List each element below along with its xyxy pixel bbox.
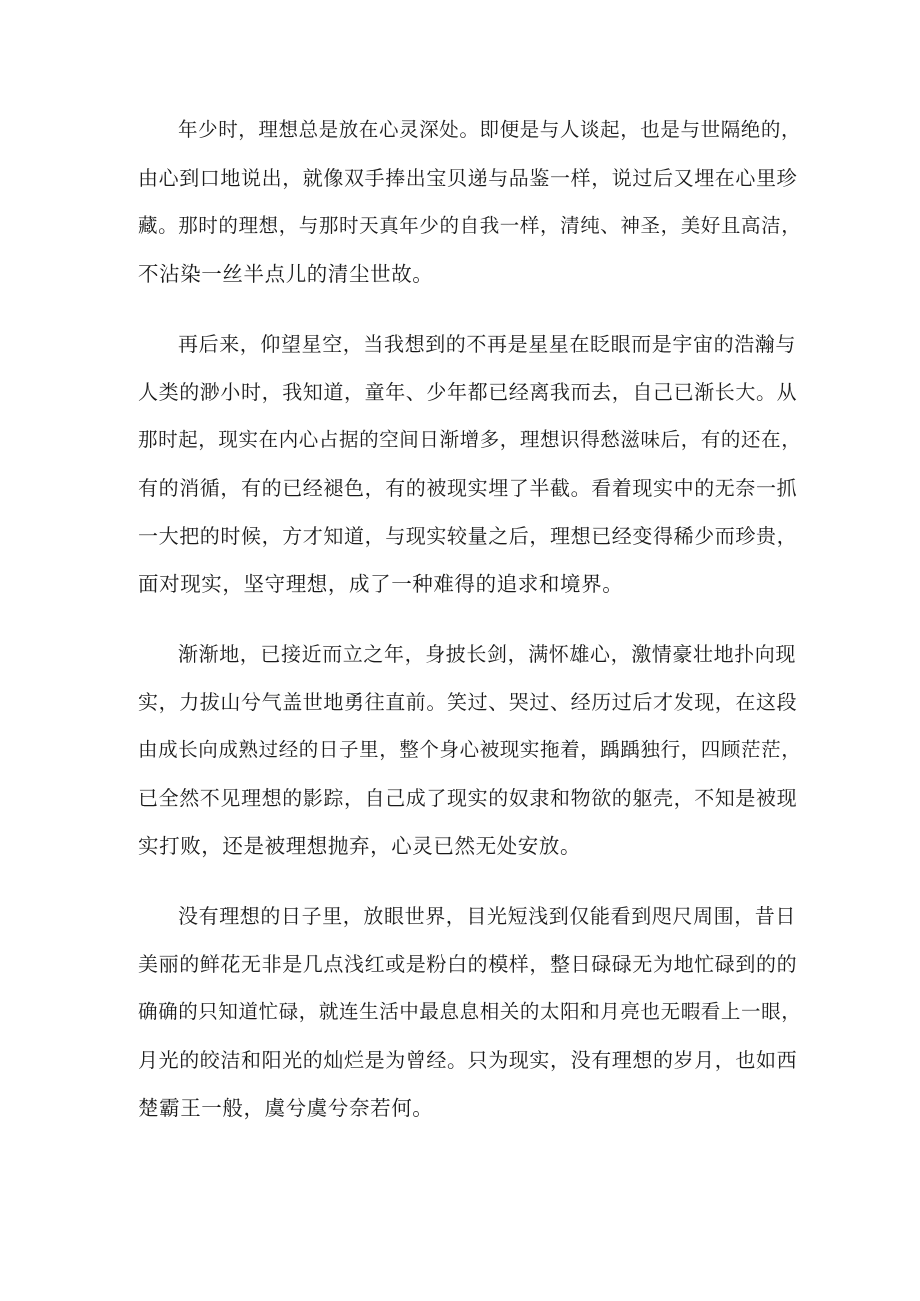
paragraph-line: 藏。那时的理想，与那时天真年少的自我一样，清纯、神圣，美好且高洁， <box>138 214 802 237</box>
paragraph-line: 月光的皎洁和阳光的灿烂是为曾经。只为现实，没有理想的岁月，也如西 <box>138 1048 798 1072</box>
paragraph-line: 渐渐地，已接近而立之年，身披长剑，满怀雄心，激情豪壮地扑向现 <box>178 642 796 666</box>
paragraph-line: 美丽的鲜花无非是几点浅红或是粉白的模样，整日碌碌无为地忙碌到的的 <box>138 952 798 976</box>
paragraph-line: 确确的只知道忙碌，就连生活中最息息相关的太阳和月亮也无暇看上一眼， <box>138 1000 802 1023</box>
paragraph-line: 楚霸王一般，虞兮虞兮奈若何。 <box>138 1096 434 1120</box>
paragraph-line: 不沾染一丝半点儿的清尘世故。 <box>138 262 434 286</box>
paragraph-line: 没有理想的日子里，放眼世界，目光短浅到仅能看到咫尺周围，昔日 <box>178 904 796 928</box>
paragraph-line: 一大把的时候，方才知道，与现实较量之后，理想已经变得稀少而珍贵， <box>138 524 798 548</box>
paragraph-line: 实打败，还是被理想抛弃，心灵已然无处安放。 <box>138 834 582 858</box>
paragraph-line: 由成长向成熟过经的日子里，整个身心被现实拖着，踽踽独行，四顾茫茫， <box>138 738 802 761</box>
paragraph-line: 有的消循，有的已经褪色，有的被现实埋了半截。看着现实中的无奈一抓 <box>138 476 798 500</box>
paragraph-line: 实，力拔山兮气盖世地勇往直前。笑过、哭过、经历过后才发现，在这段 <box>138 690 798 714</box>
paragraph-line: 已全然不见理想的影踪，自己成了现实的奴隶和物欲的躯壳，不知是被现 <box>138 786 798 810</box>
paragraph-line: 面对现实，坚守理想，成了一种难得的追求和境界。 <box>138 572 624 596</box>
paragraph-line: 年少时，理想总是放在心灵深处。即便是与人谈起，也是与世隔绝的， <box>178 118 802 141</box>
paragraph-line: 人类的渺小时，我知道，童年、少年都已经离我而去，自己已渐长大。从 <box>138 380 798 404</box>
paragraph-line: 由心到口地说出，就像双手捧出宝贝递与品鉴一样，说过后又埋在心里珍 <box>138 166 798 190</box>
paragraph-line: 那时起，现实在内心占据的空间日渐增多，理想识得愁滋味后，有的还在， <box>138 428 802 451</box>
paragraph-line: 再后来，仰望星空，当我想到的不再是星星在眨眼而是宇宙的浩瀚与 <box>178 332 796 356</box>
